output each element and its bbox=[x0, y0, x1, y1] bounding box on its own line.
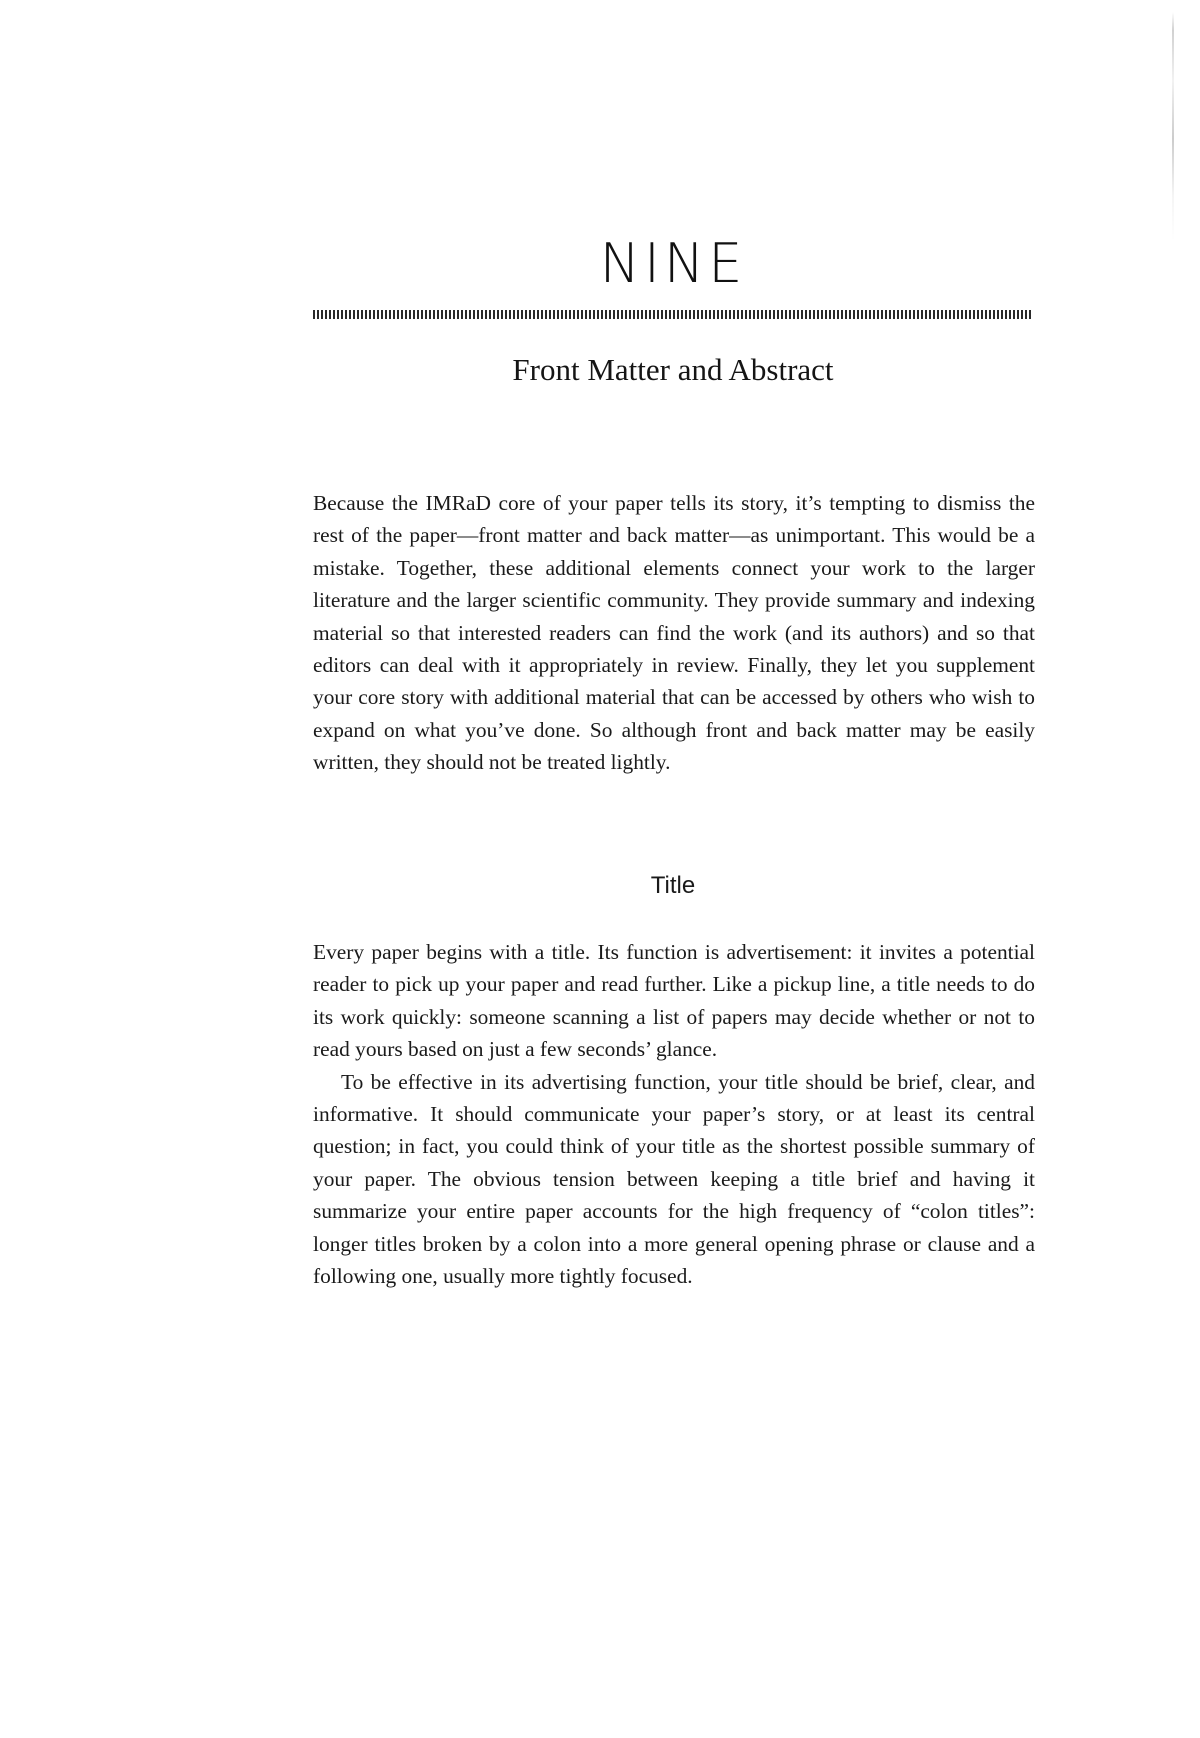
chapter-rule-divider bbox=[313, 310, 1033, 319]
chapter-title: Front Matter and Abstract bbox=[512, 352, 834, 387]
title-paragraph-1: Every paper begins with a title. Its function is advertisement: it invites a potential reader to pick up your paper and read further. Like a pickup line, a title needs to do its work quickly: someone scanning a list of papers may decide whether or not to read yours based on just a few seconds’ glance. bbox=[313, 940, 1035, 1062]
intro-paragraph: Because the IMRaD core of your paper tells its story, it’s tempting to dismiss the rest of the paper—front matter and back matter—as unimportant. This would be a mistake. Together, these additional elements connect your work to the larger literature and the larger scientific community. They provide summary and indexing material so that interested readers can find the work (and its authors) and so that editors can deal with it appropriately in review. Finally, they let you supplement your core story with additional material that can be accessed by others who wish to expand on what you’ve done. So although front and back matter may be easily written, they should not be treated lightly. bbox=[313, 491, 1035, 775]
scan-edge-mark bbox=[1172, 12, 1174, 242]
section-heading-title: Title bbox=[650, 872, 696, 899]
chapter-number: NINE bbox=[599, 232, 747, 295]
title-paragraph-2: To be effective in its advertising function, your title should be brief, clear, and informative. It should communicate your paper’s story, or at least its central question; in fact, you could think of your title as the shortest possible summary of your paper. The obvious tension between keeping a title brief and having it summarize your entire paper accounts for the high frequency of “colon titles”: longer titles broken by a colon into a more general opening phrase or clause and a following one, usually more tightly focused. bbox=[313, 1069, 1035, 1289]
intro-section bbox=[313, 487, 1035, 779]
title-section-body bbox=[313, 936, 1035, 1292]
